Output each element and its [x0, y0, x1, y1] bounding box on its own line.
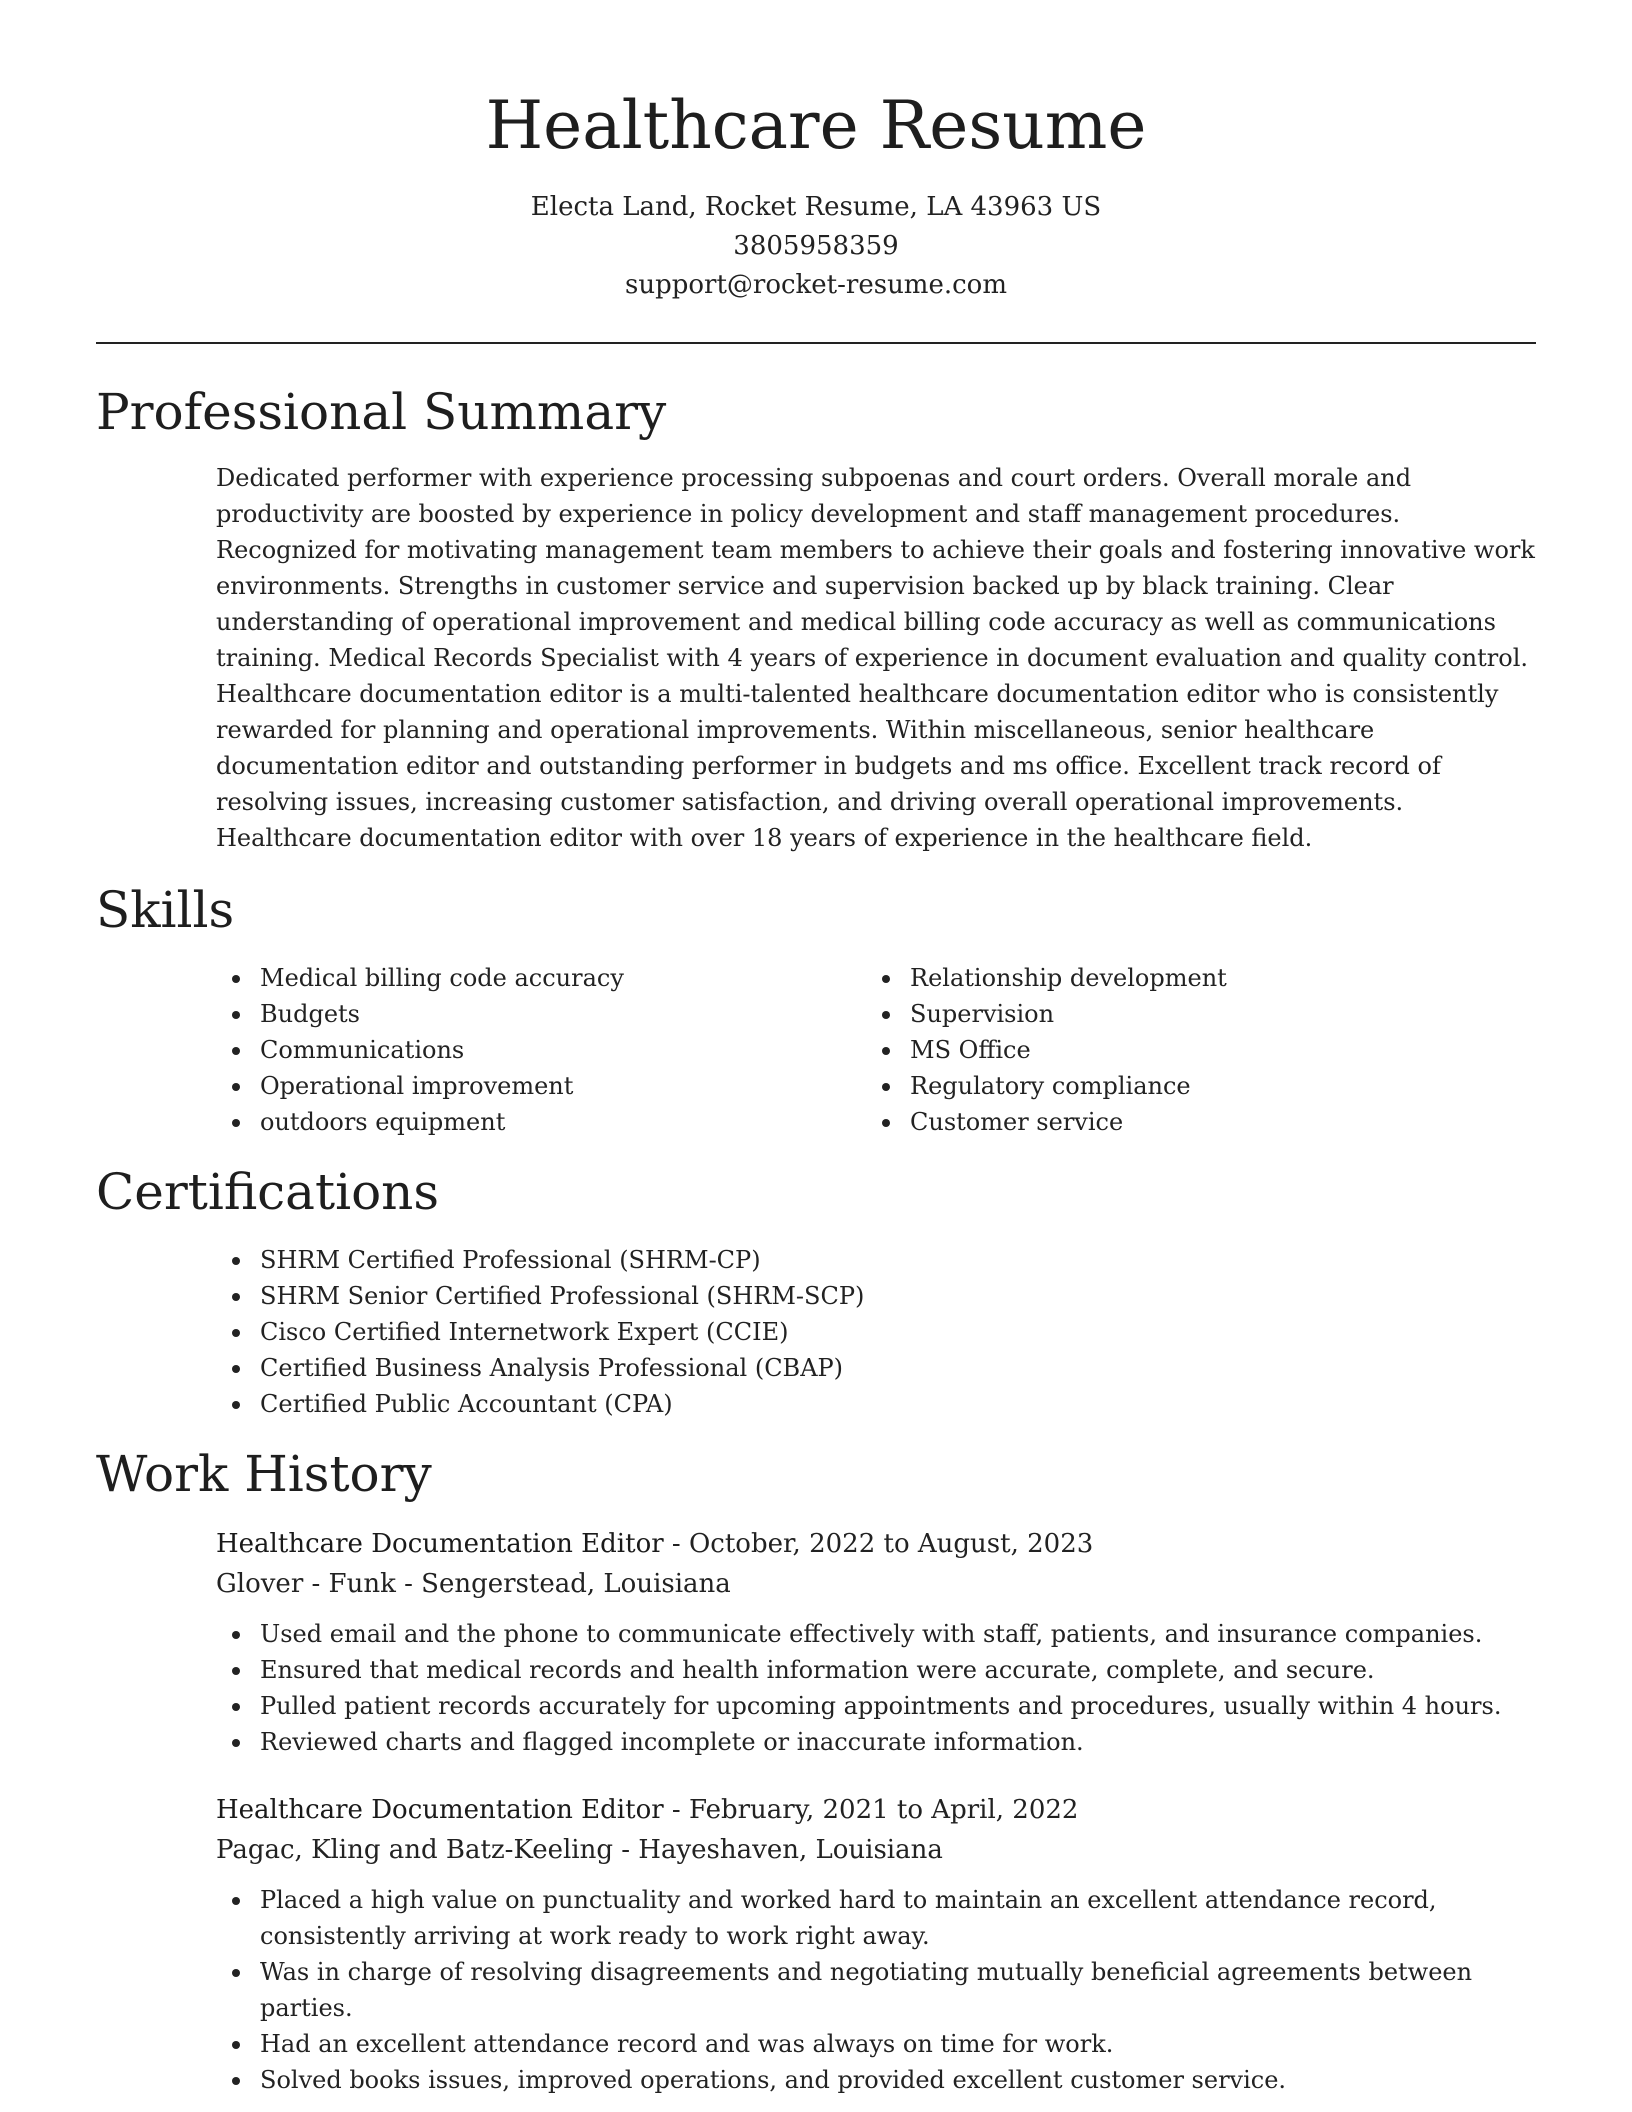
job-dates: - February, 2021 to April, 2022 [663, 1795, 1079, 1825]
resume-body [96, 372, 1536, 2098]
skills-column-left [216, 960, 866, 1140]
skill-item: Regulatory compliance [866, 1068, 1516, 1104]
job-bullet: Solved books issues, improved operations, and provided excellent customer service. [216, 2062, 1536, 2098]
skill-item: Budgets [216, 996, 866, 1032]
skill-item: Communications [216, 1032, 866, 1068]
resume-title: Healthcare Resume [485, 87, 1147, 164]
job-entry [216, 1524, 1536, 1760]
summary-section [96, 372, 1536, 856]
job-title: Healthcare Documentation Editor [216, 1529, 664, 1559]
certifications-list [216, 1242, 1536, 1422]
contact-phone: 3805958359 [733, 231, 899, 261]
skill-item: outdoors equipment [216, 1104, 866, 1140]
skill-item: Medical billing code accuracy [216, 960, 866, 996]
skill-item: Customer service [866, 1104, 1516, 1140]
job-title-line [216, 1790, 1536, 1830]
certification-item: Cisco Certified Internetwork Expert (CCIE) [216, 1314, 1536, 1350]
job-location: - Sengerstead, Louisiana [395, 1569, 731, 1599]
summary-heading: Professional Summary [96, 383, 667, 441]
job-bullet: Pulled patient records accurately for upcoming appointments and procedures, usually within 4 hours. [216, 1688, 1536, 1724]
skill-item: Relationship development [866, 960, 1516, 996]
job-entry [216, 1790, 1536, 2098]
skills-section [96, 870, 1536, 1140]
certification-item: SHRM Certified Professional (SHRM-CP) [216, 1242, 1536, 1278]
skill-item: Operational improvement [216, 1068, 866, 1104]
job-bullet: Was in charge of resolving disagreements and negotiating mutually beneficial agreements between parties. [216, 1954, 1536, 2026]
work-history-section [96, 1434, 1536, 2098]
job-company: Pagac, Kling and Batz-Keeling [216, 1835, 613, 1865]
job-title-line [216, 1524, 1536, 1564]
contact-block [0, 188, 1632, 305]
job-company: Glover - Funk [216, 1569, 396, 1599]
contact-email: support@rocket-resume.com [624, 270, 1007, 300]
job-bullets [216, 1882, 1536, 2098]
certifications-section [96, 1152, 1536, 1422]
certification-item: SHRM Senior Certified Professional (SHRM-SCP) [216, 1278, 1536, 1314]
summary-text: Dedicated performer with experience processing subpoenas and court orders. Overall morale and productivity are boosted by experience in policy development and staff management procedures. Recognized for motivating management team members to achieve their goals and fostering innovative work environments. Strengths in customer service and supervision backed up by black training. Clear understanding of operational improvement and medical billing code accuracy as well as communications training. Medical Records Specialist with 4 years of experience in document evaluation and quality control. Healthcare documentation editor is a multi-talented healthcare documentation editor who is consistently rewarded for planning and operational improvements. Within miscellaneous, senior healthcare documentation editor and outstanding performer in budgets and ms office. Excellent track record of resolving issues, increasing customer satisfaction, and driving overall operational improvements. Healthcare documentation editor with over 18 years of experience in the healthcare field. [216, 464, 1535, 852]
job-company-line [216, 1830, 1536, 1870]
job-bullet: Used email and the phone to communicate effectively with staff, patients, and insurance companies. [216, 1616, 1536, 1652]
certification-item: Certified Business Analysis Professional (CBAP) [216, 1350, 1536, 1386]
skills-heading: Skills [96, 881, 235, 939]
job-bullet: Had an excellent attendance record and was always on time for work. [216, 2026, 1536, 2062]
job-dates: - October, 2022 to August, 2023 [663, 1529, 1094, 1559]
header-divider [96, 342, 1536, 344]
skills-column-right [866, 960, 1516, 1140]
job-bullet: Placed a high value on punctuality and worked hard to maintain an excellent attendance record, consistently arriving at work ready to work right away. [216, 1882, 1536, 1954]
job-company-line [216, 1564, 1536, 1604]
certification-item: Certified Public Accountant (CPA) [216, 1386, 1536, 1422]
job-bullet: Reviewed charts and flagged incomplete or inaccurate information. [216, 1724, 1536, 1760]
contact-address: Electa Land, Rocket Resume, LA 43963 US [530, 192, 1102, 222]
skill-item: Supervision [866, 996, 1516, 1032]
skill-item: MS Office [866, 1032, 1516, 1068]
job-title: Healthcare Documentation Editor [216, 1795, 664, 1825]
resume-header [0, 0, 1632, 305]
job-bullets [216, 1616, 1536, 1760]
work-history-heading: Work History [96, 1445, 432, 1503]
job-location: - Hayeshaven, Louisiana [612, 1835, 943, 1865]
skills-columns [216, 960, 1536, 1140]
certifications-heading: Certifications [96, 1163, 440, 1221]
job-bullet: Ensured that medical records and health information were accurate, complete, and secure. [216, 1652, 1536, 1688]
